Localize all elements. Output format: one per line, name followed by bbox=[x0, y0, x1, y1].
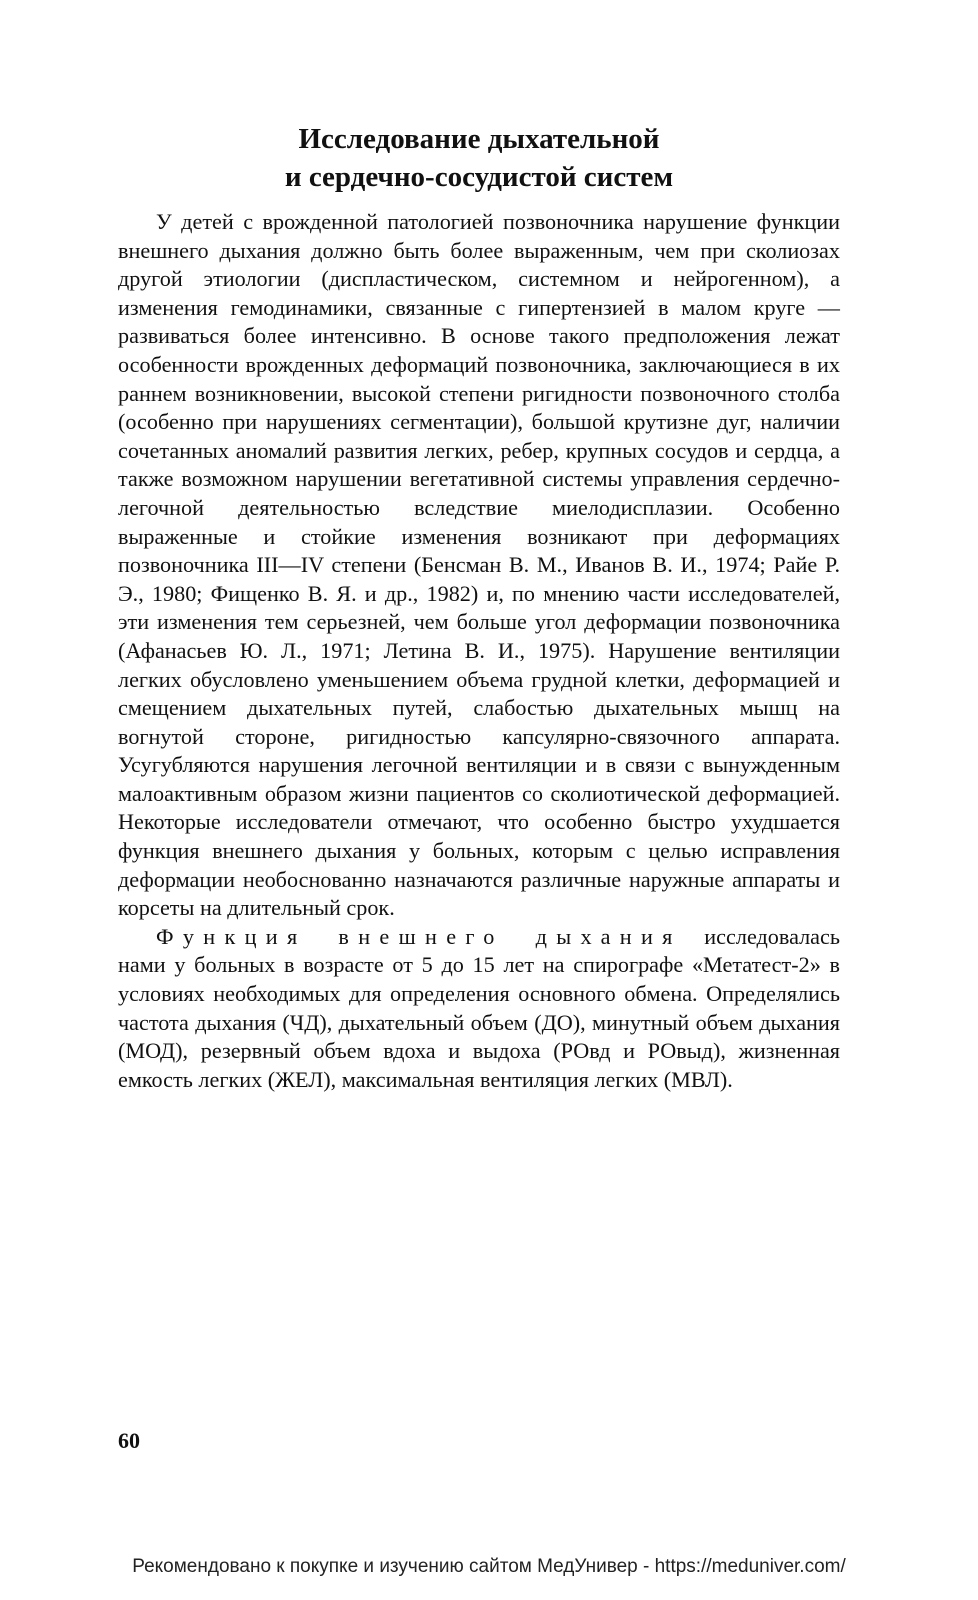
emphasized-term: Функция внешнего дыхания bbox=[156, 923, 682, 949]
paragraph-2-text: исследовалась нами у больных в возрасте от 5 до 15 лет на спирографе «Метатест-2» в условиях необходимых для определения основного обмена. Определялись частота дыхания (ЧД), дыхательный объем (ДО), минутный объем дыхания (МОД), резервный объем вдоха и выдоха (РОвд и РОвыд), жизненная емкость легких (ЖЕЛ), максимальная вентиляция легких (МВЛ). bbox=[118, 923, 840, 1092]
page-title-line-2: и сердечно-сосудистой систем bbox=[284, 161, 674, 193]
page-title bbox=[118, 120, 840, 196]
paragraph-1: У детей с врожденной патологией позвоночника нарушение функции внешнего дыхания должно быть более выраженным, чем при сколиозах другой этиологии (диспластическом, системном и нейрогенном), а изменения гемодинамики, связанные с гипертензией в малом круге — развиваться более интенсивно. В основе такого предположения лежат особенности врожденных деформаций позвоночника, заключающиеся в их раннем возникновении, высокой степени ригидности позвоночного столба (особенно при нарушениях сегментации), большой крутизне дуг, наличии сочетанных аномалий развития легких, ребер, крупных сосудов и сердца, а также возможном нарушении вегетативной системы управления сердечно-легочной деятельностью вследствие миелодисплазии. Особенно выраженные и стойкие изменения возникают при деформациях позвоночника III—IV степени (Бенсман В. М., Иванов В. И., 1974; Райе Р. Э., 1980; Фищенко В. Я. и др., 1982) и, по мнению части исследователей, эти изменения тем серьезней, чем больше угол деформации позвоночника (Афанасьев Ю. Л., 1971; Летина В. И., 1975). Нарушение вентиляции легких обусловлено уменьшением объема грудной клетки, деформацией и смещением дыхательных путей, слабостью дыхательных мышц на вогнутой стороне, ригидностью капсулярно-связочного аппарата. Усугубляются нарушения легочной вентиляции и в связи с вынужденным малоактивным образом жизни пациентов со сколиотической деформацией. Некоторые исследователи отмечают, что особенно быстро ухудшается функция внешнего дыхания у больных, которым с целью исправления деформации необоснованно назначаются различные наружные аппараты и корсеты на длительный срок. bbox=[118, 209, 840, 921]
page-title-line-1: Исследование дыхательной bbox=[298, 123, 660, 155]
paragraph-2 bbox=[118, 923, 840, 1095]
body-text bbox=[118, 208, 840, 1094]
page-number: 60 bbox=[118, 1428, 140, 1453]
footer-note: Рекомендовано к покупке и изучению сайтом МедУнивер - https://meduniver.com/ bbox=[132, 1556, 846, 1577]
